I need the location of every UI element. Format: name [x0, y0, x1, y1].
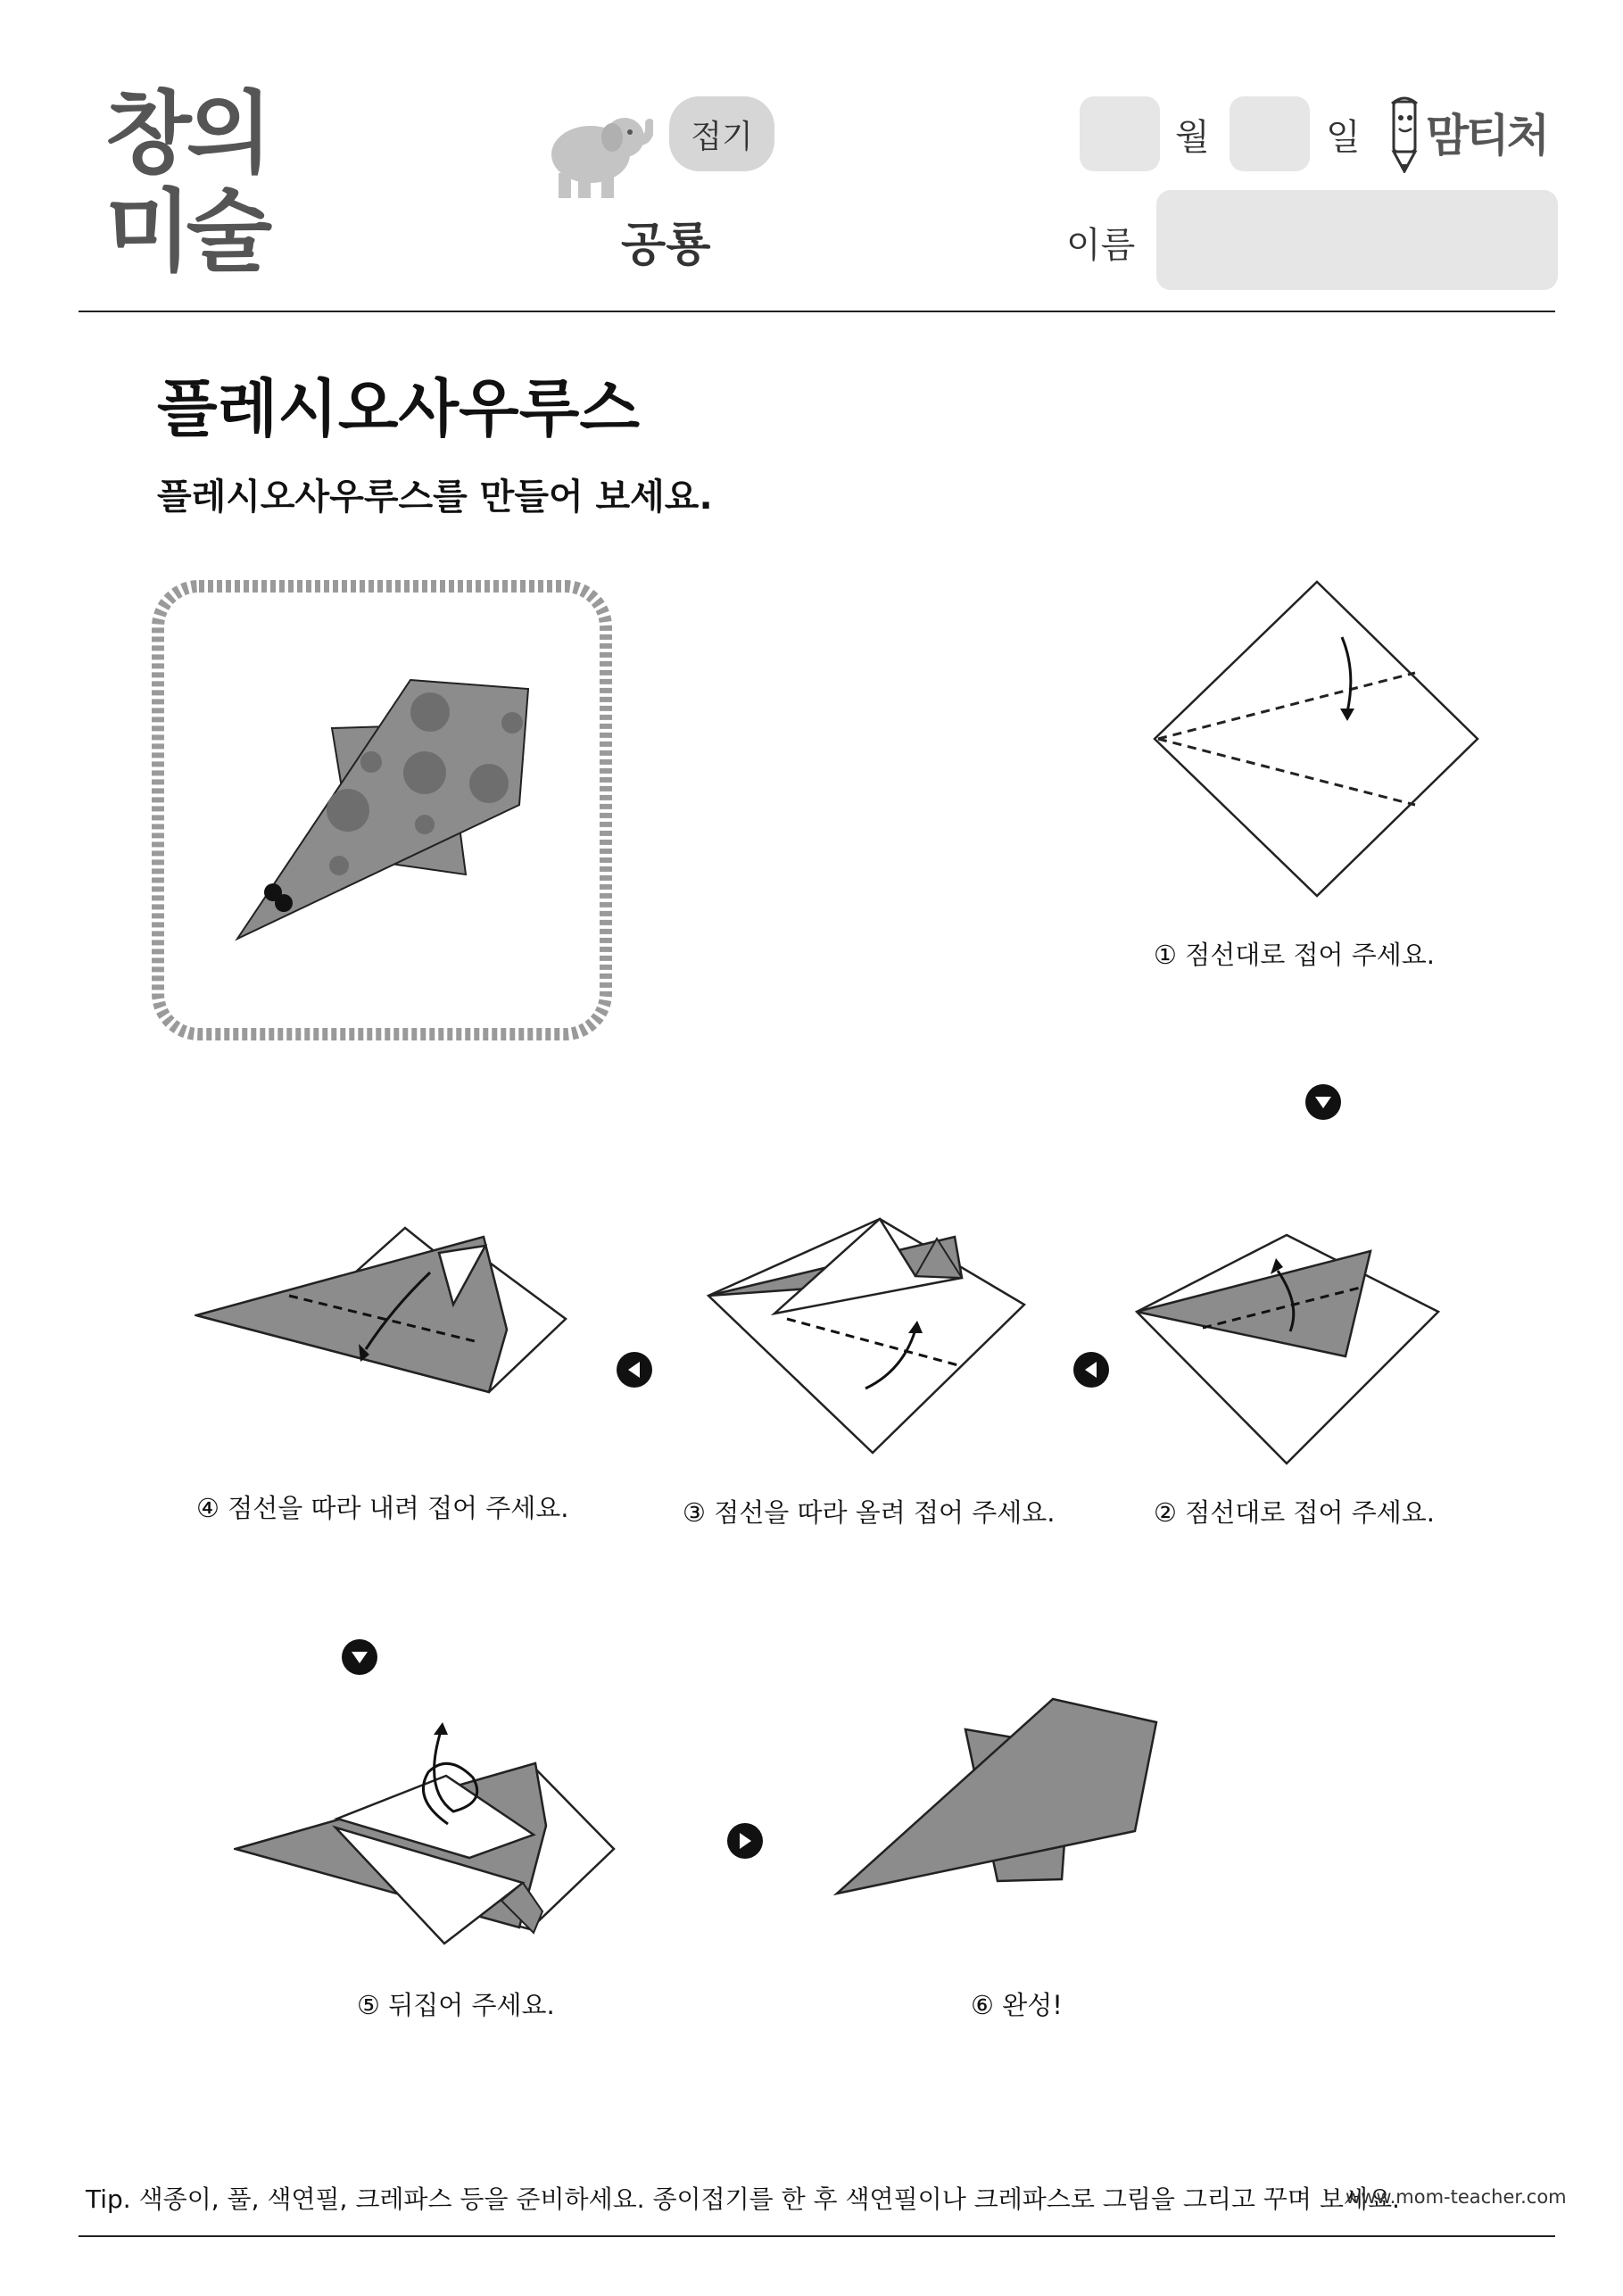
step-4-diagram [195, 1219, 573, 1401]
brand-logo: 맘티처 [1426, 110, 1547, 162]
footer-url[interactable]: www.mom-teacher.com [1346, 2186, 1567, 2208]
step-2-caption: ② 점선대로 접어 주세요. [1154, 1497, 1435, 1528]
step-6-caption: ⑥ 완성! [971, 1990, 1063, 2020]
month-label: 월 [1175, 117, 1210, 158]
step-5-diagram [234, 1713, 617, 1947]
pencil-mascot-icon [1385, 93, 1426, 173]
step-1-caption: ① 점선대로 접어 주세요. [1154, 940, 1435, 970]
topic-label: 공룡 [621, 219, 711, 272]
logo-line-1: 창의 [105, 81, 268, 186]
month-box[interactable] [1080, 96, 1160, 171]
category-bubble: 접기 [669, 96, 774, 171]
day-box[interactable] [1230, 96, 1310, 171]
step-5-caption: ⑤ 뒤집어 주세요. [357, 1990, 555, 2020]
finished-preview [152, 580, 612, 1040]
step-6-diagram [833, 1695, 1160, 1899]
arrow-down-icon [341, 1638, 378, 1676]
step-2-diagram [1135, 1231, 1447, 1469]
step-4-caption: ④ 점선을 따라 내려 접어 주세요. [196, 1493, 569, 1523]
step-3-diagram [705, 1214, 1026, 1456]
header-divider [79, 311, 1555, 312]
arrow-down-icon [1304, 1083, 1342, 1121]
step-1-diagram [1151, 578, 1481, 903]
arrow-left-icon [1072, 1351, 1110, 1388]
footer-tip: Tip. 색종이, 풀, 색연필, 크레파스 등을 준비하세요. 종이접기를 한 후 색연필이나 크레파스로 그림을 그리고 꾸며 보세요. [86, 2184, 1400, 2214]
elephant-icon [546, 105, 653, 200]
page-subtitle: 플레시오사우루스를 만들어 보세요. [157, 477, 713, 518]
name-label: 이름 [1066, 225, 1136, 266]
step-3-caption: ③ 점선을 따라 올려 접어 주세요. [683, 1497, 1056, 1528]
page-title: 플레시오사우루스 [157, 372, 640, 445]
logo-line-2: 미술 [105, 179, 268, 284]
arrow-left-icon [616, 1351, 653, 1388]
day-label: 일 [1326, 117, 1361, 158]
name-field[interactable] [1156, 190, 1558, 290]
footer-divider [79, 2235, 1555, 2237]
arrow-right-icon [726, 1822, 764, 1860]
